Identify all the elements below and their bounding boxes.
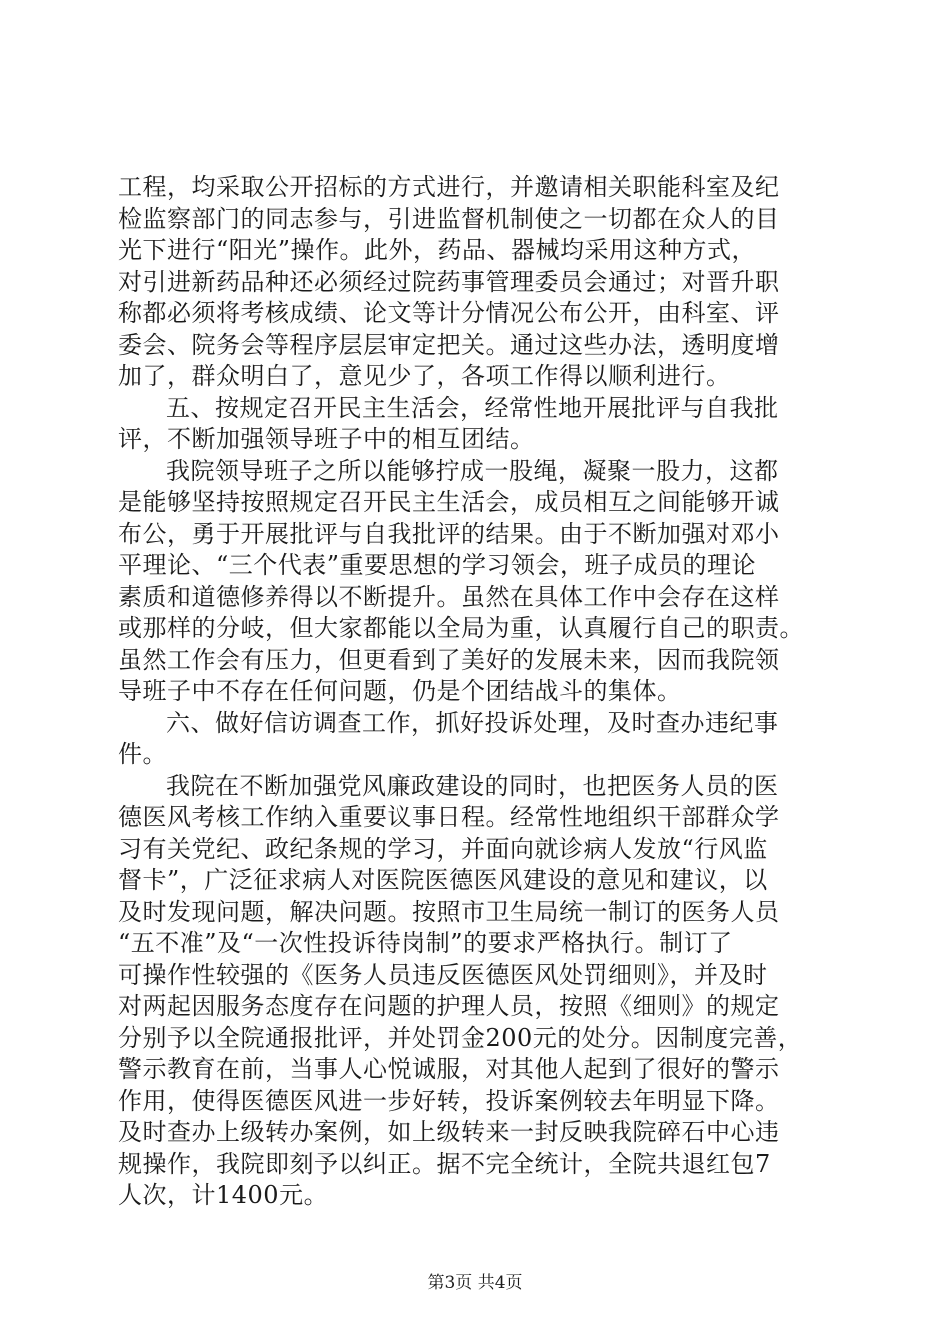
text-line: “五不准”及“一次性投诉待岗制”的要求严格执行。制订了 bbox=[118, 929, 733, 957]
text-line: 称都必须将考核成绩、论文等计分情况公布公开，由科室、评 bbox=[118, 299, 780, 327]
text-line: 或那样的分岐，但大家都能以全局为重，认真履行自己的职责。 bbox=[118, 614, 804, 642]
text-line: 德医风考核工作纳入重要议事日程。经常性地组织干部群众学 bbox=[118, 803, 780, 831]
text-line: 虽然工作会有压力，但更看到了美好的发展未来，因而我院领 bbox=[118, 645, 780, 674]
text-line: 素质和道德修养得以不断提升。虽然在具体工作中会存在这样 bbox=[118, 582, 780, 611]
text-line: 规操作，我院即刻予以纠正。据不完全统计，全院共退红包7 bbox=[118, 1149, 771, 1178]
text-line: 检监察部门的同志参与，引进监督机制使之一切都在众人的目 bbox=[118, 204, 780, 233]
text-line: 导班子中不存在任何问题，仍是个团结战斗的集体。 bbox=[118, 677, 682, 705]
text-line: 布公，勇于开展批评与自我批评的结果。由于不断加强对邓小 bbox=[118, 519, 780, 548]
text-line: 警示教育在前，当事人心悦诚服，对其他人起到了很好的警示 bbox=[118, 1055, 780, 1083]
text-line: 人次，计1400元。 bbox=[118, 1181, 329, 1209]
text-line: 分别予以全院通报批评，并处罚金200元的处分。因制度完善， bbox=[118, 1023, 803, 1052]
text-line: 可操作性较强的《医务人员违反医德医风处罚细则》，并及时 bbox=[118, 960, 768, 989]
document-body bbox=[118, 172, 838, 1212]
text-line: 平理论、“三个代表”重要思想的学习领会，班子成员的理论 bbox=[118, 551, 757, 579]
text-line: 我院领导班子之所以能够拧成一股绳，凝聚一股力，这都 bbox=[166, 456, 779, 485]
text-line: 工程，均采取公开招标的方式进行，并邀请相关职能科室及纪 bbox=[118, 173, 780, 201]
text-line: 加了，群众明白了，意见少了，各项工作得以顺利进行。 bbox=[118, 362, 731, 390]
text-line: 及时查办上级转办案例，如上级转来一封反映我院碎石中心违 bbox=[118, 1118, 780, 1146]
text-line: 我院在不断加强党风廉政建设的同时，也把医务人员的医 bbox=[166, 771, 779, 800]
text-line: 习有关党纪、政纪条规的学习，并面向就诊病人发放“行风监 bbox=[118, 834, 768, 863]
text-line: 委会、院务会等程序层层审定把关。通过这些办法，透明度增 bbox=[118, 330, 780, 359]
section-heading-line: 件。 bbox=[118, 740, 167, 768]
text-line: 是能够坚持按照规定召开民主生活会，成员相互之间能够开诚 bbox=[118, 488, 780, 516]
text-line: 督卡”，广泛征求病人对医院医德医风建设的意见和建议，以 bbox=[118, 866, 768, 894]
page-footer: 第3页 共4页 bbox=[427, 1273, 523, 1293]
text-line: 对两起因服务态度存在问题的护理人员，按照《细则》的规定 bbox=[118, 992, 780, 1020]
text-line: 作用，使得医德医风进一步好转，投诉案例较去年明显下降。 bbox=[118, 1086, 780, 1115]
section-heading-line: 六、做好信访调查工作，抓好投诉处理，及时查办违纪事 bbox=[166, 708, 779, 737]
section-heading-line: 五、按规定召开民主生活会，经常性地开展批评与自我批 bbox=[166, 393, 779, 422]
text-line: 光下进行“阳光”操作。此外，药品、器械均采用这种方式， bbox=[118, 236, 757, 264]
text-line: 及时发现问题，解决问题。按照市卫生局统一制订的医务人员 bbox=[118, 897, 780, 926]
section-heading-line: 评，不断加强领导班子中的相互团结。 bbox=[118, 425, 535, 453]
text-line: 对引进新药品种还必须经过院药事管理委员会通过；对晋升职 bbox=[118, 267, 780, 296]
